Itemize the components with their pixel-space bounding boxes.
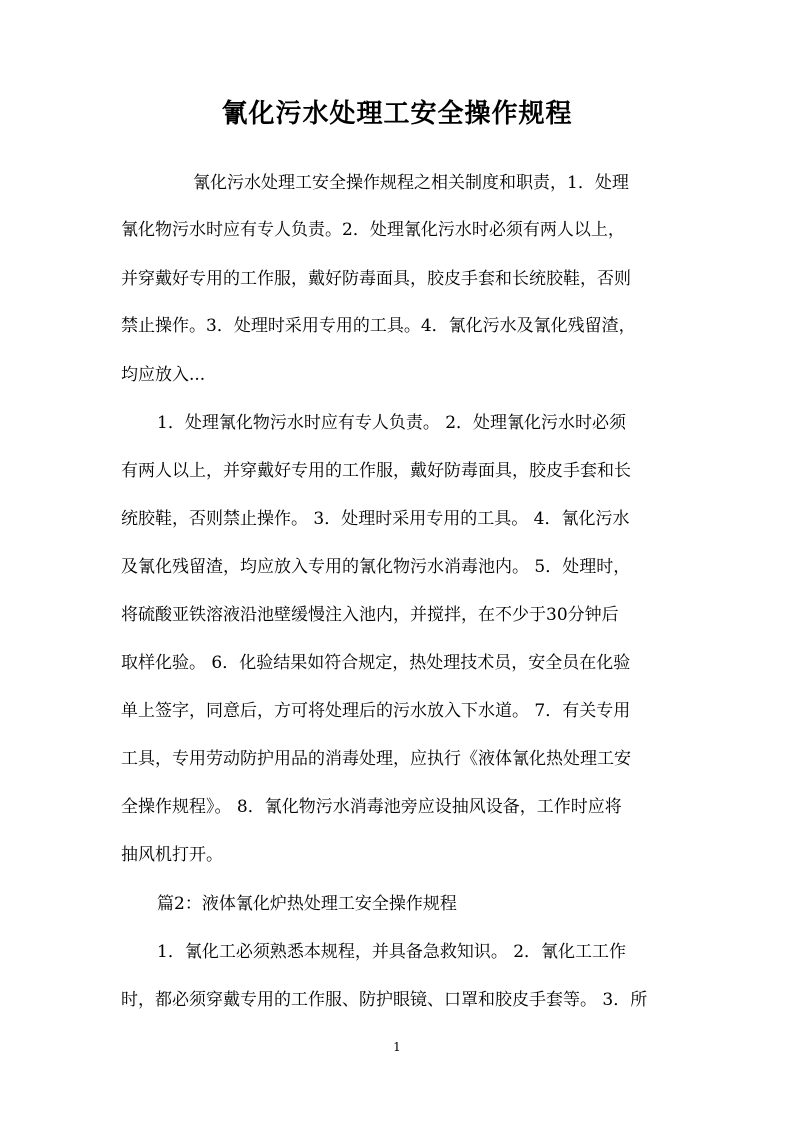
body-line: 工具，专用劳动防护用品的消毒处理，应执行《液体氰化热处理工安 bbox=[121, 749, 631, 769]
section-heading: 篇2：液体氰化炉热处理工安全操作规程 bbox=[157, 894, 457, 914]
body-line: 取样化验。 6．化验结果如符合规定，热处理技术员，安全员在化验 bbox=[121, 653, 631, 673]
summary-line: 并穿戴好专用的工作服，戴好防毒面具，胶皮手套和长统胶鞋，否则 bbox=[121, 269, 631, 289]
summary-line: 氰化污水处理工安全操作规程之相关制度和职责，1．处理 bbox=[193, 173, 629, 193]
summary-line: 禁止操作。3．处理时采用专用的工具。4．氰化污水及氰化残留渣， bbox=[121, 316, 636, 336]
page-number: 1 bbox=[393, 1040, 401, 1054]
body-line: 全操作规程》。 8．氰化物污水消毒池旁应设抽风设备，工作时应将 bbox=[121, 797, 622, 817]
body-line: 单上签字，同意后，方可将处理后的污水放入下水道。 7．有关专用 bbox=[121, 701, 631, 721]
body-line: 统胶鞋，否则禁止操作。 3．处理时采用专用的工具。 4．氰化污水 bbox=[121, 509, 630, 529]
document-title: 氰化污水处理工安全操作规程 bbox=[221, 99, 573, 129]
body-line: 有两人以上，并穿戴好专用的工作服，戴好防毒面具，胶皮手套和长 bbox=[121, 461, 631, 481]
summary-line: 均应放入... bbox=[121, 365, 206, 385]
body-line: 及氰化残留渣，均应放入专用的氰化物污水消毒池内。 5．处理时， bbox=[121, 557, 631, 577]
body-line: 1．处理氰化物污水时应有专人负责。 2．处理氰化污水时必须 bbox=[157, 413, 627, 433]
summary-line: 氰化物污水时应有专人负责。2．处理氰化污水时必须有两人以上， bbox=[121, 220, 625, 240]
section-line: 时，都必须穿戴专用的工作服、防护眼镜、口罩和胶皮手套等。 3．所 bbox=[121, 990, 648, 1010]
body-line: 将硫酸亚铁溶液沿池壁缓慢注入池内，并搅拌，在不少于30分钟后 bbox=[121, 605, 619, 625]
section-line: 1．氰化工必须熟悉本规程，并具备急救知识。 2．氰化工工作 bbox=[157, 942, 627, 962]
body-line: 抽风机打开。 bbox=[121, 845, 223, 865]
